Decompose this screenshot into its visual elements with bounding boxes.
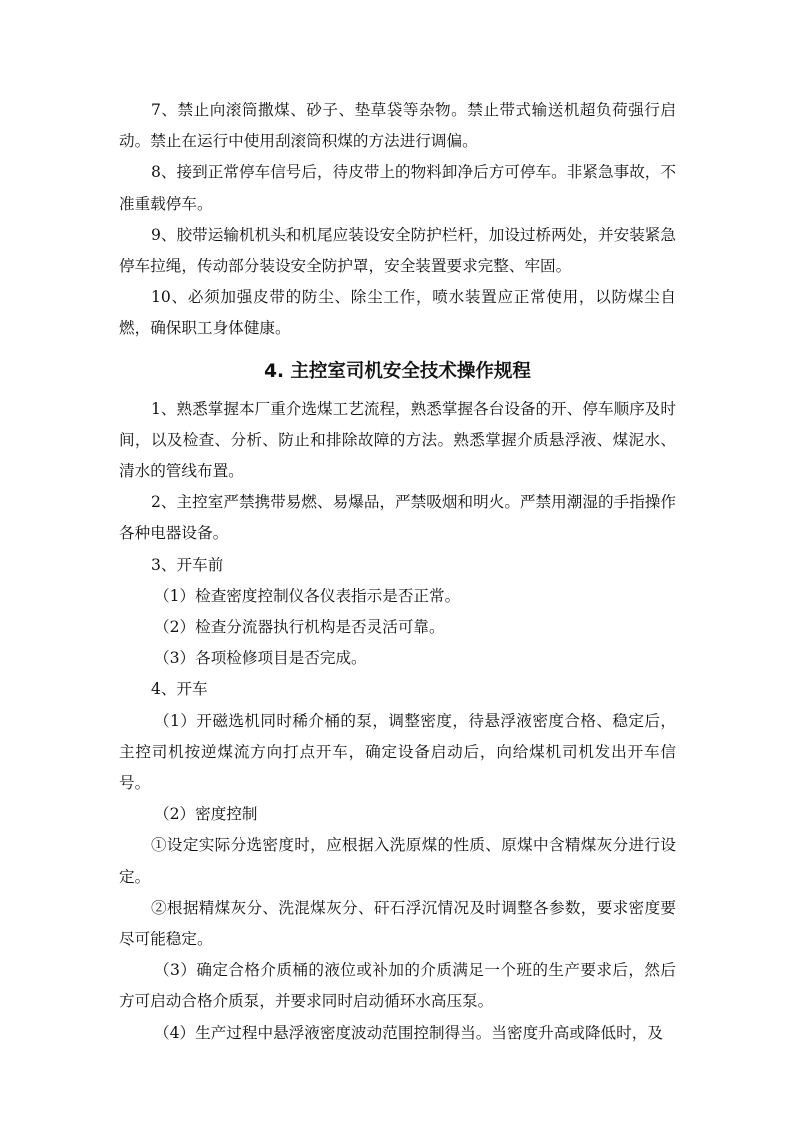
paragraph-item-8: 8、接到正常停车信号后，待皮带上的物料卸净后方可停车。非紧急事故，不准重载停车。 <box>119 163 676 213</box>
paragraph-rule-4-2: （2）密度控制 <box>154 805 258 824</box>
paragraph-rule-4-4: （4）生产过程中悬浮液密度波动范围控制得当。当密度升高或降低时，及 <box>154 1023 663 1042</box>
paragraph-rule-4-3: （3）确定合格介质桶的液位或补加的介质满足一个班的生产要求后，然后方可启动合格介质泵，并要求同时启动循环水高压泵。 <box>119 961 676 1011</box>
paragraph-item-10: 10、必须加强皮带的防尘、除尘工作，喷水装置应正常使用，以防煤尘自燃，确保职工身体健康。 <box>119 288 676 338</box>
paragraph-rule-3-2: （2）检查分流器执行机构是否灵活可靠。 <box>154 618 445 637</box>
document-body <box>119 95 676 1049</box>
paragraph-rule-3-1: （1）检查密度控制仪各仪表指示是否正常。 <box>154 586 461 605</box>
paragraph-rule-4: 4、开车 <box>151 680 208 699</box>
paragraph-rule-4-2-b: ②根据精煤灰分、洗混煤灰分、矸石浮沉情况及时调整各参数，要求密度要尽可能稳定。 <box>119 898 676 949</box>
paragraph-rule-1: 1、熟悉掌握本厂重介选煤工艺流程，熟悉掌握各台设备的开、停车顺序及时间，以及检查、分析、防止和排除故障的方法。熟悉掌握介质悬浮液、煤泥水、清水的管线布置。 <box>119 399 676 481</box>
section-heading: 4. 主控室司机安全技术操作规程 <box>264 360 531 382</box>
paragraph-item-7: 7、禁止向滚筒撒煤、砂子、垫草袋等杂物。禁止带式输送机超负荷强行启动。禁止在运行中使用刮滚筒积煤的方法进行调偏。 <box>119 101 676 151</box>
paragraph-rule-3: 3、开车前 <box>151 555 224 574</box>
paragraph-rule-2: 2、主控室严禁携带易燃、易爆品，严禁吸烟和明火。严禁用潮湿的手指操作各种电器设备。 <box>119 493 676 543</box>
paragraph-rule-4-2-a: ①设定实际分选密度时，应根据入洗原煤的性质、原煤中含精煤灰分进行设定。 <box>119 836 676 886</box>
paragraph-rule-4-1: （1）开磁选机同时稀介桶的泵，调整密度，待悬浮液密度合格、稳定后，主控司机按逆煤流方向打点开车，确定设备启动后，向给煤机司机发出开车信号。 <box>119 711 676 793</box>
paragraph-item-9: 9、胶带运输机机头和机尾应装设安全防护栏杆，加设过桥两处，并安装紧急停车拉绳，传动部分装设安全防护罩，安全装置要求完整、牢固。 <box>119 225 676 276</box>
paragraph-rule-3-3: （3）各项检修项目是否完成。 <box>154 649 367 668</box>
